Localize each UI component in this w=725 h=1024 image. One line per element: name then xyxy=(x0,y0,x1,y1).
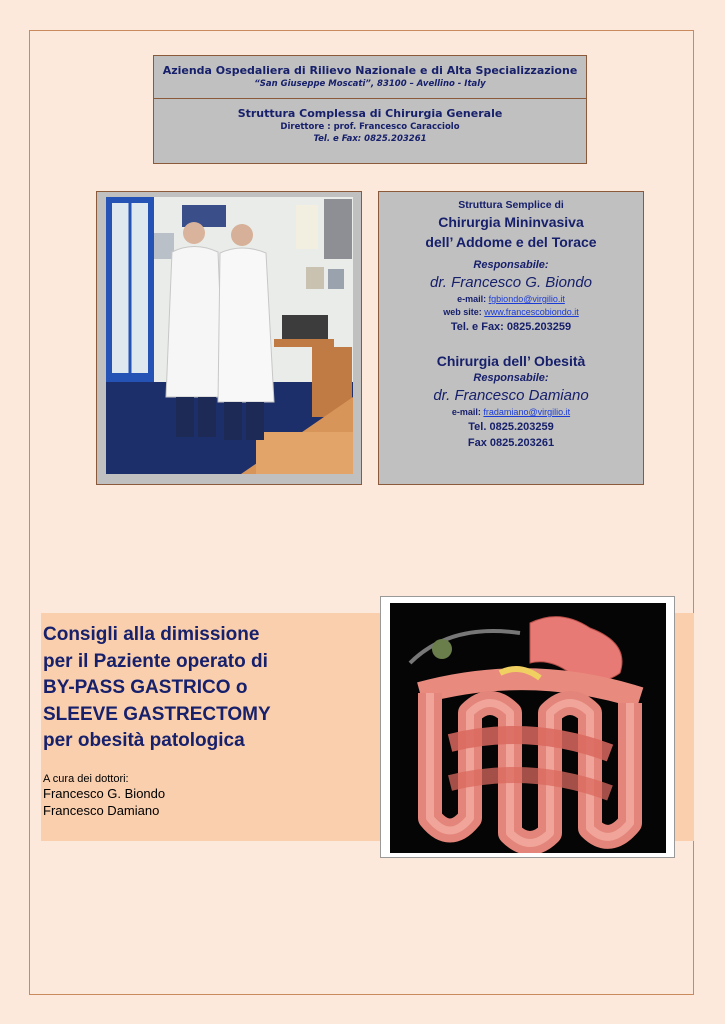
author-biondo: Francesco G. Biondo xyxy=(43,785,166,801)
email-row-2 xyxy=(379,406,643,419)
website-link[interactable]: www.francescobiondo.it xyxy=(484,307,579,317)
title-line-5: per obesità patologica xyxy=(43,730,245,751)
title-line-3: BY-PASS GASTRICO o xyxy=(43,677,248,698)
title-line-1: Consigli alla dimissione xyxy=(43,624,260,645)
title-line-4: SLEEVE GASTRECTOMY xyxy=(43,703,271,725)
tel-damiano: Tel. 0825.203259 xyxy=(468,421,554,433)
responsabile-label-2: Responsabile: xyxy=(473,372,549,384)
document-title xyxy=(43,622,373,755)
responsabile-name-damiano: dr. Francesco Damiano xyxy=(433,387,589,404)
fax-damiano: Fax 0825.203261 xyxy=(467,437,555,449)
title-line-2: per il Paziente operato di xyxy=(43,650,268,672)
dept-name: Struttura Complessa di Chirurgia Generale xyxy=(237,107,503,120)
contacts-box xyxy=(378,191,644,485)
struttura-label: Struttura Semplice di xyxy=(458,199,564,211)
intestine-illustration xyxy=(390,603,666,853)
responsabile-label-1: Responsabile: xyxy=(473,259,549,271)
director: Direttore : prof. Francesco Caracciolo xyxy=(280,122,460,132)
website-row xyxy=(379,306,643,319)
email-link-damiano[interactable]: fradamiano@virgilio.it xyxy=(483,407,571,417)
org-address: “San Giuseppe Moscati”, 83100 – Avellino - Italy xyxy=(254,79,486,89)
unit-title-mininvasiva: Chirurgia Mininvasiva xyxy=(438,214,584,230)
email-row-1 xyxy=(379,293,643,306)
web-label: web site: xyxy=(443,307,482,317)
responsabile-name-biondo: dr. Francesco G. Biondo xyxy=(429,274,593,291)
tel-fax-biondo: Tel. e Fax: 0825.203259 xyxy=(450,321,572,333)
authors-label: A cura dei dottori: xyxy=(43,772,129,785)
unit-title-obesita: Chirurgia dell’ Obesità xyxy=(436,353,586,369)
title-block xyxy=(43,622,373,819)
email-link-biondo[interactable]: fgbiondo@virgilio.it xyxy=(488,294,565,304)
header-tel-fax: Tel. e Fax: 0825.203261 xyxy=(313,134,427,144)
author-damiano: Francesco Damiano xyxy=(43,802,160,818)
hospital-header xyxy=(153,55,587,164)
unit-title-addome: dell’ Addome e del Torace xyxy=(425,234,597,250)
org-name: Azienda Ospedaliera di Rilievo Nazionale e di Alta Specializzazione xyxy=(162,64,578,77)
email-label-2: e-mail: xyxy=(451,407,481,417)
email-label-1: e-mail: xyxy=(457,294,487,304)
anatomy-illustration-frame xyxy=(380,596,675,858)
doctors-photo-frame xyxy=(96,191,362,485)
doctors-photo xyxy=(106,197,353,474)
